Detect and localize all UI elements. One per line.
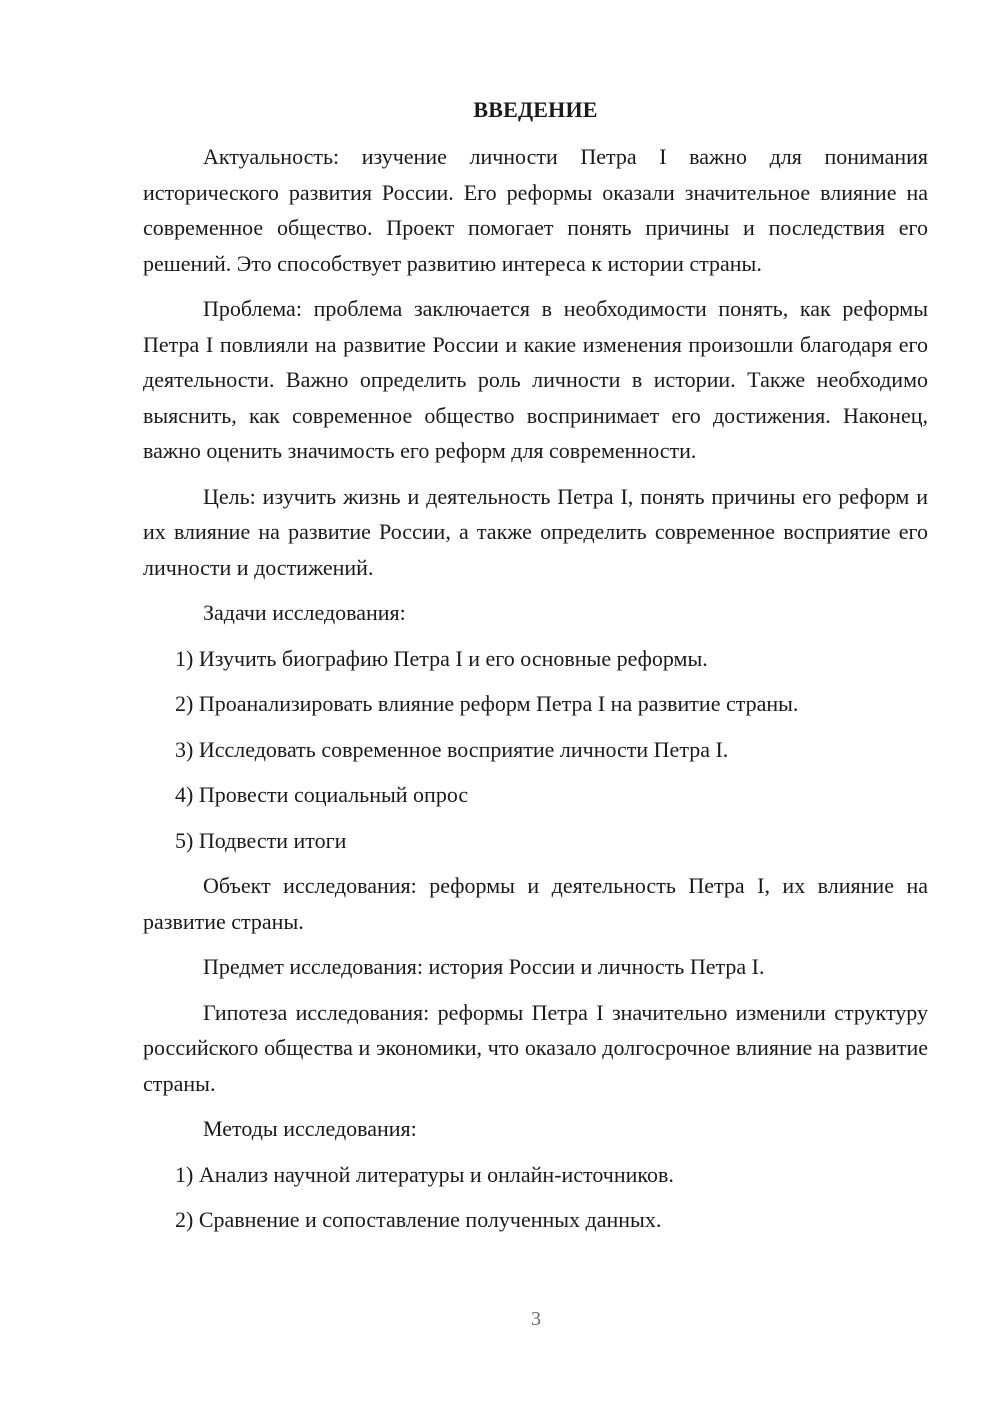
- list-item: 4) Провести социальный опрос: [175, 782, 469, 807]
- list-item: 1) Изучить биографию Петра I и его основные реформы.: [175, 645, 708, 671]
- tasks-list: [143, 641, 928, 859]
- list-item: 5) Подвести итоги: [175, 827, 347, 853]
- paragraph-relevance: Актуальность: изучение личности Петра I важно для понимания исторического развития России. Его реформы оказали значительное влияние на современное общество. Проект помогает понять причины и последствия его решений. Это способствует развитию интереса к истории страны.: [143, 144, 928, 276]
- page-number: 3: [531, 1308, 541, 1330]
- page-title: ВВЕДЕНИЕ: [473, 97, 598, 122]
- list-item: 2) Сравнение и сопоставление полученных данных.: [175, 1207, 662, 1232]
- paragraph-problem: Проблема: проблема заключается в необходимости понять, как реформы Петра I повлияли на развитие России и какие изменения произошли благодаря его деятельности. Важно определить роль личности в истории. Также необходимо выяснить, как современное общество воспринимает его достижения. Наконец, важно оценить значимость его реформ для современности.: [143, 296, 928, 463]
- paragraph-hypothesis: Гипотеза исследования: реформы Петра I значительно изменили структуру российского общества и экономики, что оказало долгосрочное влияние на развитие страны.: [143, 999, 928, 1096]
- tasks-heading: Задачи исследования:: [203, 600, 406, 625]
- paragraph-subject: Предмет исследования: история России и личность Петра I.: [203, 954, 765, 979]
- paragraph-goal: Цель: изучить жизнь и деятельность Петра I, понять причины его реформ и их влияние на развитие России, а также определить современное восприятие его личности и достижений.: [143, 483, 928, 580]
- methods-heading: Методы исследования:: [203, 1116, 417, 1141]
- list-item: 3) Исследовать современное восприятие личности Петра I.: [175, 736, 729, 762]
- methods-list: [143, 1157, 928, 1238]
- list-item: 2) Проанализировать влияние реформ Петра I на развитие страны.: [175, 691, 799, 716]
- list-item: 1) Анализ научной литературы и онлайн-источников.: [175, 1161, 674, 1187]
- paragraph-object: Объект исследования: реформы и деятельность Петра I, их влияние на развитие страны.: [143, 873, 928, 934]
- document-page: [143, 92, 928, 1248]
